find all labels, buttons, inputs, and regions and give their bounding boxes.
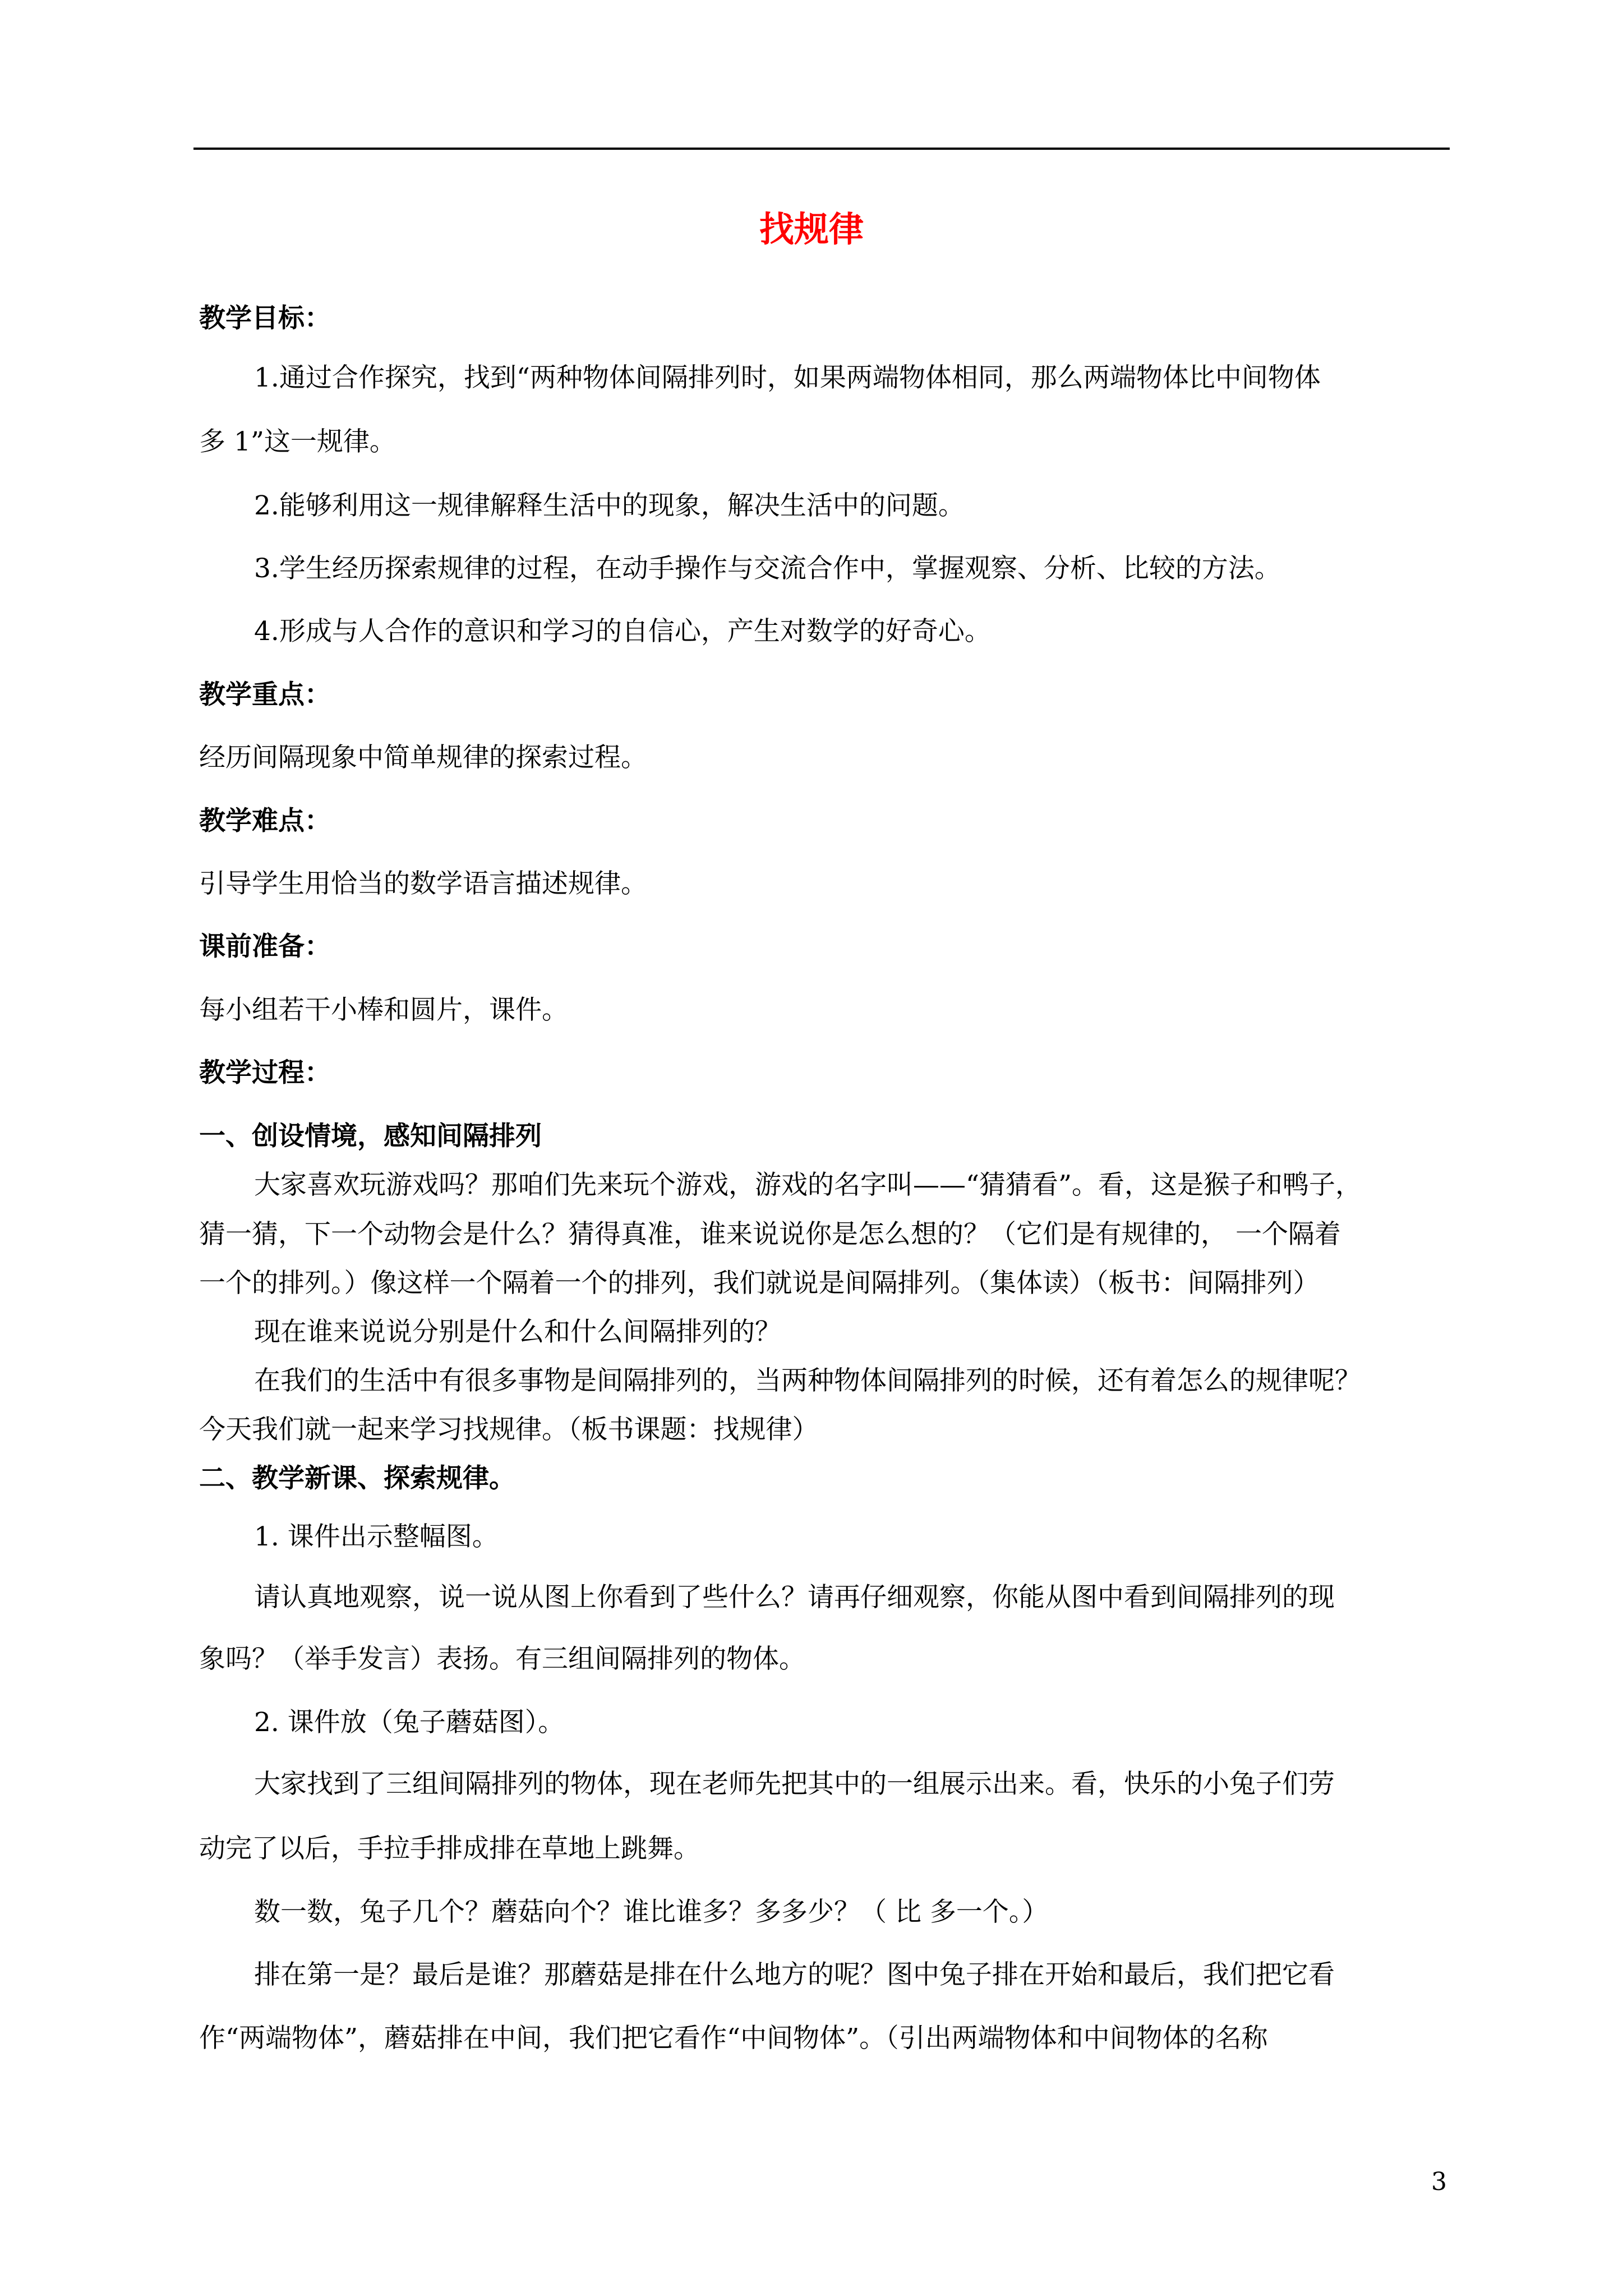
heading-preparation: 课前准备：: [199, 931, 331, 962]
heading-difficulties: 教学难点：: [199, 806, 331, 836]
document-title: 找规律: [759, 209, 864, 250]
section-1-heading: 一、创设情境，感知间隔排列: [199, 1121, 542, 1152]
paragraph-line: 在我们的生活中有很多事物是间隔排列的，当两种物体间隔排列的时候，还有着怎么的规律呢？: [254, 1365, 1361, 1396]
heading-key-points: 教学重点：: [199, 679, 331, 710]
paragraph-line: 猜一猜，下一个动物会是什么？猜得真准，谁来说说你是怎么想的？（它们是有规律的， 一个隔着: [199, 1219, 1341, 1250]
header-rule: [193, 148, 1450, 150]
paragraph-line: 现在谁来说说分别是什么和什么间隔排列的？: [254, 1317, 781, 1347]
paragraph-line: 请认真地观察，说一说从图上你看到了些什么？请再仔细观察，你能从图中看到间隔排列的现: [254, 1582, 1335, 1613]
objective-3: 3.学生经历探索规律的过程，在动手操作与交流合作中，掌握观察、分析、比较的方法。: [254, 553, 1281, 584]
paragraph-line: 1. 课件出示整幅图。: [254, 1521, 499, 1552]
heading-teaching-objectives: 教学目标：: [199, 303, 331, 334]
paragraph-line: 作“两端物体”，蘑菇排在中间，我们把它看作“中间物体”。（引出两端物体和中间物体的名称: [199, 2023, 1268, 2054]
objective-4: 4.形成与人合作的意识和学习的自信心，产生对数学的好奇心。: [254, 616, 991, 647]
objective-1: 1.通过合作探究，找到“两种物体间隔排列时，如果两端物体相同，那么两端物体比中间物体: [254, 362, 1321, 393]
section-2-heading: 二、教学新课、探索规律。: [199, 1463, 515, 1494]
paragraph-line: 象吗？（举手发言）表扬。有三组间隔排列的物体。: [199, 1644, 805, 1674]
paragraph-line: 大家找到了三组间隔排列的物体，现在老师先把其中的一组展示出来。看，快乐的小兔子们劳: [254, 1769, 1335, 1800]
paragraph-line: 2. 课件放（兔子蘑菇图）。: [254, 1707, 565, 1738]
objective-2: 2.能够利用这一规律解释生活中的现象，解决生活中的问题。: [254, 490, 965, 521]
paragraph-line: 今天我们就一起来学习找规律。（板书课题：找规律）: [199, 1414, 819, 1445]
objective-1-continued: 多 1”这一规律。: [199, 426, 396, 457]
difficulties-text: 引导学生用恰当的数学语言描述规律。: [199, 868, 647, 899]
paragraph-line: 一个的排列。）像这样一个隔着一个的排列，我们就说是间隔排列。（集体读）（板书：间隔排列）: [199, 1268, 1320, 1299]
paragraph-line: 排在第一是？最后是谁？那蘑菇是排在什么地方的呢？图中兔子排在开始和最后，我们把它看: [254, 1959, 1335, 1990]
page-number: 3: [1431, 2168, 1447, 2196]
heading-process: 教学过程：: [199, 1057, 331, 1088]
key-points-text: 经历间隔现象中简单规律的探索过程。: [199, 742, 647, 773]
preparation-text: 每小组若干小棒和圆片，课件。: [199, 995, 568, 1025]
paragraph-line: 动完了以后，手拉手排成排在草地上跳舞。: [199, 1833, 700, 1864]
paragraph-line: 大家喜欢玩游戏吗？那咱们先来玩个游戏，游戏的名字叫——“猜猜看”。看，这是猴子和鸭子，: [254, 1170, 1362, 1200]
paragraph-line: 数一数，兔子几个？蘑菇向个？谁比谁多？多多少？（ 比 多一个。）: [254, 1897, 1049, 1927]
